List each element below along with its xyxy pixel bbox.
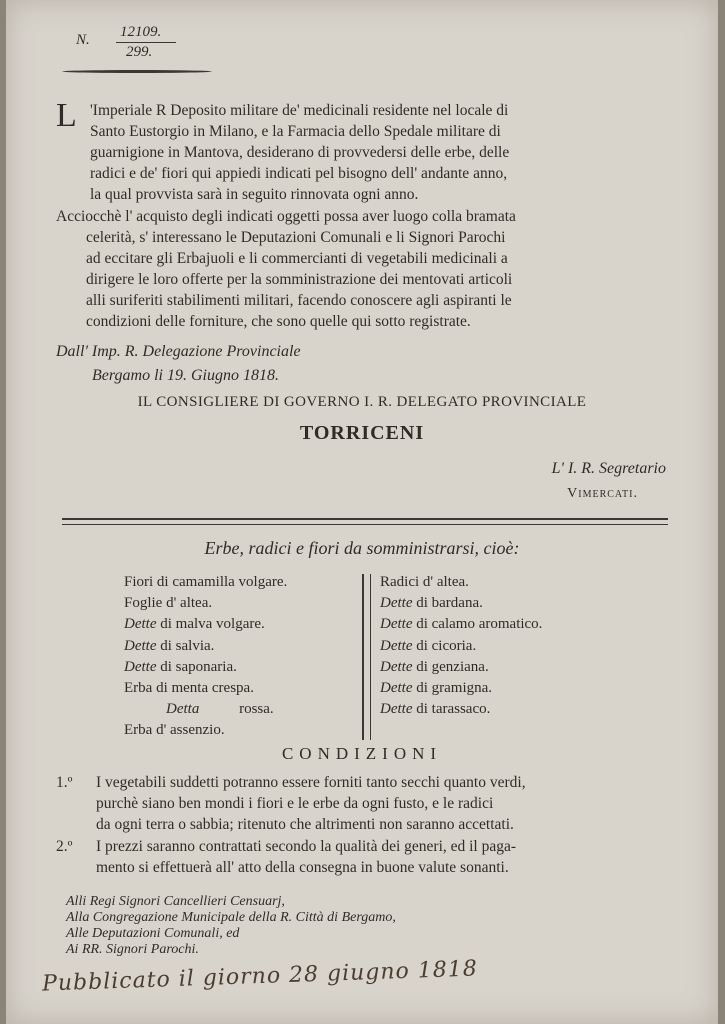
list-item: Dette di saponaria. [124,658,237,675]
origin-dateline [56,340,301,388]
document-sheet [6,0,718,1024]
reference-flourish [62,70,212,73]
paragraph-line: dirigere le loro offerte per la somministrazione dei mentovati articoli [86,271,513,288]
condition-line: 2.º I prezzi saranno contrattati secondo la qualità dei generi, ed il paga- [56,838,517,855]
list-item: Dette di bardana. [380,595,483,612]
list-item: Erba d' assenzio. [124,722,225,739]
reference-number-top: 12109. [120,24,162,40]
signatory-title: IL CONSIGLIERE DI GOVERNO I. R. DELEGATO PROVINCIALE [137,394,587,410]
list-left-column [124,572,354,742]
drop-cap: L [56,97,77,134]
list-item: Dette di tarassaco. [380,701,491,718]
intro-line: Santo Eustorgio in Milano, e la Farmacia dello Spedale militare di [90,123,501,140]
addressee: Alle Deputazioni Comunali, ed [66,926,240,941]
list-item: Dette di cicoria. [380,637,477,654]
list-item: Dette di malva volgare. [124,616,265,633]
condition-number: 2.º [56,838,73,855]
list-item: Fiori di camamilla volgare. [124,574,288,590]
condition-line: 1.º I vegetabili suddetti potranno essere forniti tanto secchi quanto verdi, [56,774,526,791]
list-item: Foglie d' altea. [124,595,213,612]
reference-number-bottom: 299. [126,44,153,60]
addressee: Alli Regi Signori Cancellieri Censuarj, [66,894,285,909]
handwritten-note: Pubblicato il giorno 28 giugno 1818 [41,956,479,997]
intro-line: la qual provvista sarà in seguito rinnovata ogni anno. [90,186,419,203]
intro-line: guarnigione in Mantova, desiderano di provvedersi delle erbe, delle [90,144,510,161]
condition-line: mento si effettuerà all' atto della consegna in buone valute sonanti. [96,859,509,876]
intro-line: 'Imperiale R Deposito militare de' medicinali residente nel locale di [90,102,509,119]
list-item: Detta rossa. [166,701,274,718]
addressee: Ai RR. Signori Parochi. [66,942,199,957]
list-right-column [380,572,640,720]
addressee: Alla Congregazione Municipale della R. Città di Bergamo, [66,910,396,925]
condition-item [56,772,678,835]
addressees [66,894,396,958]
paragraph-line: condizioni delle forniture, che sono quelle qui sotto registrate. [86,313,471,330]
list-item: Radici d' altea. [380,574,469,590]
list-item: Dette di genziana. [380,658,489,675]
condition-line: purchè siano ben mondi i fiori e le erbe da ogni fusto, e le radici [96,795,494,812]
signatory-name: TORRICENI [299,422,425,444]
list-title: Erbe, radici e fiori da somministrarsi, cioè: [204,538,520,558]
condition-number: 1.º [56,774,73,791]
intro-line: radici e de' fiori qui appiedi indicati pel bisogno dell' andante anno, [90,165,508,182]
conditions-title: CONDIZIONI [281,744,443,763]
second-paragraph [56,206,666,332]
list-item: Dette di calamo aromatico. [380,616,543,633]
list-item: Dette di salvia. [124,637,215,654]
reference-number [76,14,196,80]
paragraph-line: alli suriferiti stabilimenti militari, facendo conoscere agli aspiranti le [86,292,512,309]
condition-item [56,836,678,878]
paragraph-line: celerità, s' interessano le Deputazioni Comunali e li Signori Parochi [86,229,506,246]
list-item: Dette di gramigna. [380,680,493,697]
secretary-name: Vimercati. [567,486,638,501]
list-item: Erba di menta crespa. [124,680,254,697]
column-divider [362,574,371,740]
reference-bar [116,42,176,43]
origin-office: Dall' Imp. R. Delegazione Provinciale [56,343,301,360]
paragraph-line: Acciocchè l' acquisto degli indicati oggetti possa aver luogo colla bramata [56,208,516,225]
secretary-title: L' I. R. Segretario [551,460,666,477]
intro-paragraph [56,97,666,205]
section-rule [62,518,668,525]
condition-line: da ogni terra o sabbia; ritenuto che altrimenti non saranno accettati. [96,816,514,833]
origin-date: Bergamo li 19. Giugno 1818. [92,367,279,384]
paragraph-line: ad eccitare gli Erbajuoli e li commercianti di vegetabili medicinali a [86,250,508,267]
reference-prefix: N. [76,32,90,48]
